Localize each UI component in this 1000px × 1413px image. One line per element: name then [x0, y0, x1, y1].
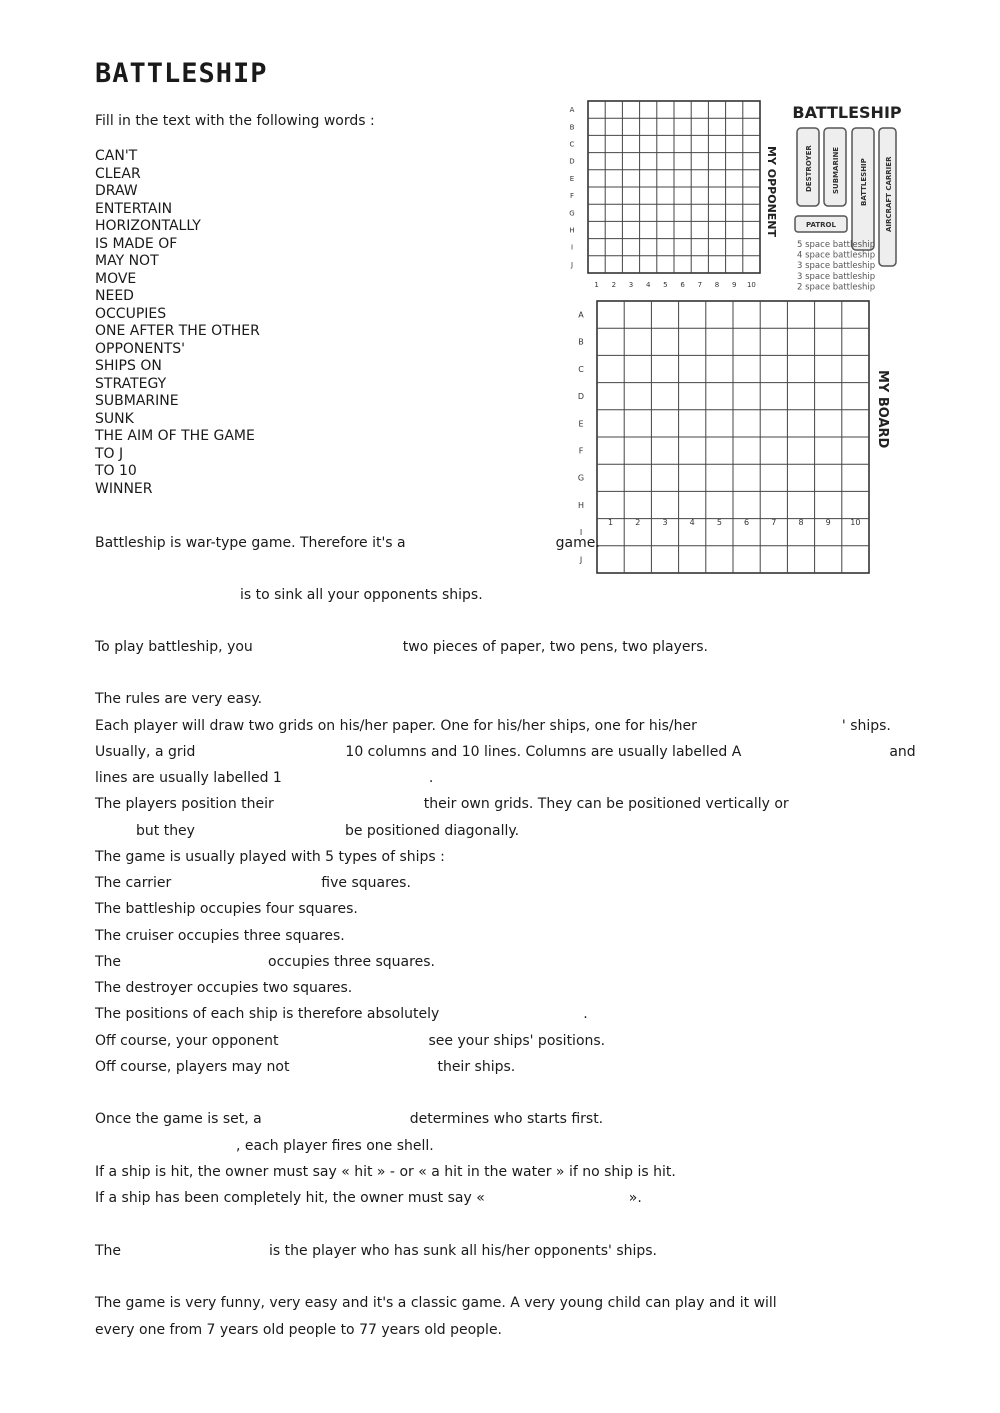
- opponent-grid: [569, 101, 760, 289]
- legend-item: 2 space battleship: [797, 282, 876, 293]
- my-board-col-label: 7: [771, 518, 777, 527]
- text-line-20: , each player fires one shell.: [236, 1138, 434, 1154]
- word-bank-item: SHIPS ON: [95, 358, 162, 374]
- text-line-23: The is the player who has sunk all his/her opponents' ships.: [95, 1243, 658, 1259]
- my-board-row-label: G: [577, 473, 585, 483]
- word-bank-item: THE AIM OF THE GAME: [95, 428, 255, 444]
- text-line-2: is to sink all your opponents ships.: [240, 587, 483, 603]
- text-line-14: The occupies three squares.: [95, 954, 435, 970]
- text-line-5: Each player will draw two grids on his/her paper. One for his/her ships, one for his/her ' ships.: [95, 718, 891, 734]
- my-board-row-label: H: [577, 500, 585, 510]
- opponent-col-label: 6: [680, 281, 685, 289]
- text-line-3: To play battleship, you two pieces of paper, two pens, two players.: [95, 639, 708, 655]
- my-board-col-label: 4: [689, 518, 695, 527]
- text-line-16: The positions of each ship is therefore absolutely .: [95, 1006, 588, 1022]
- opponent-col-label: 3: [628, 281, 634, 289]
- word-bank-item: ENTERTAIN: [95, 200, 173, 217]
- my-board-row-label: I: [579, 528, 583, 538]
- ship-submarine: [824, 128, 846, 206]
- svg-text:PATROL: PATROL: [806, 221, 836, 229]
- word-bank-item: MOVE: [95, 270, 137, 287]
- text-line-21: If a ship is hit, the owner must say « hit » - or « a hit in the water » if no ship is hit.: [95, 1164, 676, 1180]
- opponent-col-label: 1: [594, 281, 599, 289]
- my-board-row-label: E: [578, 419, 584, 429]
- my-board-col-label: 5: [716, 518, 722, 527]
- my-board-row-label: B: [578, 337, 584, 347]
- text-line-9: but they be positioned diagonally.: [136, 823, 520, 839]
- legend-item: 5 space battleship: [797, 240, 876, 250]
- page-title: BATTLESHIP: [95, 58, 268, 89]
- my-board-col-label: 6: [744, 518, 750, 527]
- text-line-6: Usually, a grid 10 columns and 10 lines. Columns are usually labelled A and: [95, 744, 916, 760]
- opponent-col-label: 8: [714, 281, 720, 289]
- opponent-row-label: J: [570, 260, 574, 269]
- text-line-10: The game is usually played with 5 types of ships :: [95, 849, 445, 865]
- svg-text:SUBMARINE: SUBMARINE: [832, 146, 840, 194]
- text-line-13: The cruiser occupies three squares.: [95, 928, 345, 944]
- my-board-grid: [578, 301, 869, 573]
- text-line-18: Off course, players may not their ships.: [95, 1059, 516, 1075]
- opponent-row-label: I: [570, 243, 574, 252]
- my-board-col-label: 10: [850, 518, 861, 527]
- opponent-row-label: E: [569, 174, 575, 183]
- opponent-row-label: A: [569, 106, 575, 115]
- my-board-col-label: 9: [825, 518, 831, 527]
- my-board-row-label: F: [578, 446, 584, 456]
- instruction-text: Fill in the text with the following words :: [95, 113, 375, 129]
- ship-destroyer: [797, 128, 819, 206]
- text-line-17: Off course, your opponent see your ships' positions.: [95, 1033, 606, 1049]
- opponent-row-label: G: [569, 209, 575, 218]
- text-line-8: The players position their their own grids. They can be positioned vertically or: [95, 796, 789, 812]
- ship-legend: [797, 240, 875, 292]
- word-bank-item: WINNER: [95, 480, 153, 497]
- text-line-15: The destroyer occupies two squares.: [95, 980, 353, 996]
- my-board-row-label: C: [578, 364, 584, 374]
- word-bank-item: TO J: [95, 445, 124, 462]
- word-bank-item: OPPONENTS': [95, 340, 186, 357]
- my-board-col-label: 2: [635, 518, 641, 527]
- text-line-7: lines are usually labelled 1 .: [95, 770, 434, 786]
- text-line-4: The rules are very easy.: [95, 691, 263, 707]
- word-bank-item: IS MADE OF: [95, 235, 178, 252]
- my-board-col-label: 1: [608, 518, 614, 527]
- opponent-col-label: 10: [746, 281, 756, 289]
- opponent-row-label: D: [569, 157, 575, 166]
- opponent-col-label: 5: [663, 281, 668, 289]
- word-bank-item: TO 10: [95, 463, 137, 479]
- opponent-row-label: B: [569, 123, 575, 132]
- word-bank-item: SUNK: [95, 410, 134, 427]
- word-bank-item: NEED: [95, 288, 134, 304]
- legend-item: 3 space battleship: [797, 271, 876, 282]
- opponent-col-label: 4: [645, 281, 651, 289]
- my-board-label: MY BOARD: [875, 370, 890, 449]
- svg-text:DESTROYER: DESTROYER: [805, 145, 813, 192]
- ship-aircraft-carrier: [879, 128, 896, 266]
- battleship-logo: BATTLESHIP: [792, 103, 902, 122]
- opponent-row-label: H: [569, 226, 575, 235]
- word-bank-item: SUBMARINE: [95, 393, 179, 409]
- svg-text:BATTLESHIP: BATTLESHIP: [860, 158, 868, 206]
- text-line-12: The battleship occupies four squares.: [95, 901, 358, 917]
- my-board-row-label: J: [579, 555, 583, 565]
- text-line-24: The game is very funny, very easy and it's a classic game. A very young child can play and it will: [95, 1295, 777, 1311]
- word-bank-item: HORIZONTALLY: [95, 218, 201, 234]
- my-board-col-label: 3: [662, 518, 668, 527]
- word-bank-item: ONE AFTER THE OTHER: [95, 323, 260, 339]
- text-line-1: Battleship is war-type game. Therefore it's a game.: [95, 535, 600, 551]
- my-opponent-label: MY OPPONENT: [765, 146, 778, 237]
- my-board-row-label: A: [578, 310, 584, 320]
- opponent-row-label: C: [569, 140, 575, 149]
- text-line-25: every one from 7 years old people to 77 years old people.: [95, 1322, 503, 1338]
- my-board-row-label: D: [577, 392, 585, 402]
- opponent-col-label: 7: [697, 281, 703, 289]
- word-bank-item: DRAW: [95, 183, 138, 199]
- word-bank-item: CAN'T: [95, 148, 138, 164]
- legend-item: 3 space battleship: [797, 261, 876, 272]
- my-board-col-label: 8: [798, 518, 804, 527]
- svg-text:AIRCRAFT CARRIER: AIRCRAFT CARRIER: [885, 156, 893, 232]
- text-line-22: If a ship has been completely hit, the owner must say « ».: [95, 1190, 642, 1206]
- opponent-col-label: 9: [731, 281, 737, 289]
- legend-item: 4 space battleship: [797, 250, 876, 261]
- text-line-19: Once the game is set, a determines who starts first.: [95, 1111, 604, 1127]
- word-bank-item: MAY NOT: [95, 253, 159, 269]
- word-bank-item: OCCUPIES: [95, 305, 167, 322]
- text-line-11: The carrier five squares.: [95, 875, 411, 891]
- opponent-col-label: 2: [611, 281, 617, 289]
- word-bank-item: STRATEGY: [95, 375, 167, 392]
- ship-patrol: [795, 216, 847, 232]
- opponent-row-label: F: [569, 192, 575, 201]
- ship-battleship: [852, 128, 874, 250]
- word-bank-item: CLEAR: [95, 165, 141, 182]
